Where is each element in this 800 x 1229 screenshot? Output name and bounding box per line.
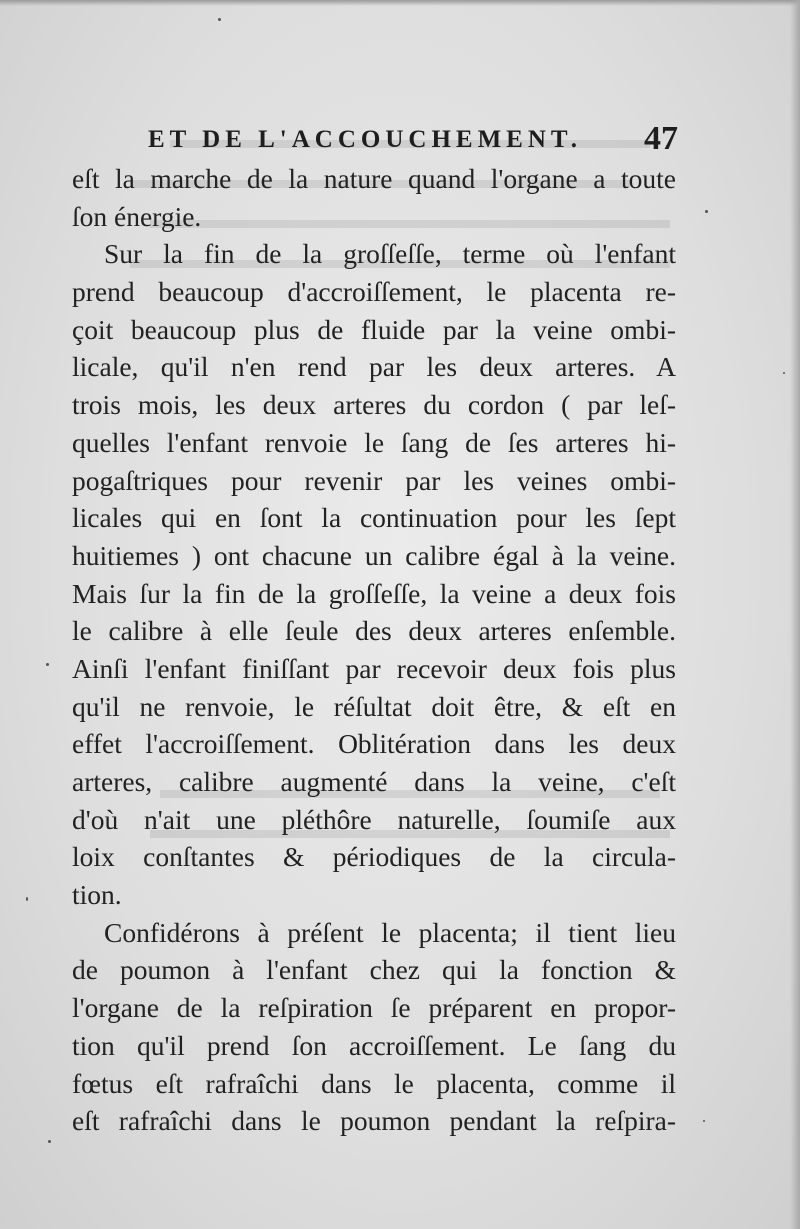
- text-line: eſt rafraîchi dans le poumon pendant la reſpira-: [72, 1105, 676, 1137]
- text-line: loix conſtantes & périodiques de la circula-: [72, 841, 676, 873]
- paragraph: [72, 160, 676, 235]
- text-line: trois mois, les deux arteres du cordon ( par leſ-: [72, 389, 676, 421]
- paragraph: [72, 914, 676, 1140]
- text-line: effet l'accroiſſement. Oblitération dans les deux: [72, 728, 676, 760]
- text-line: le calibre à elle ſeule des deux arteres enſemble.: [72, 615, 676, 647]
- text-line: licale, qu'il n'en rend par les deux arteres. A: [72, 351, 676, 383]
- text-line: huitiemes ) ont chacune un calibre égal à la veine.: [72, 539, 676, 571]
- text-line: fœtus eſt rafraîchi dans le placenta, comme il: [72, 1067, 676, 1099]
- text-line: Ainſi l'enfant finiſſant par recevoir deux fois plus: [72, 652, 676, 684]
- text-line: pogaſtriques pour revenir par les veines ombi-: [72, 464, 676, 496]
- body-text: [72, 160, 676, 1140]
- paragraph: [72, 235, 676, 913]
- page-edge-shadow-right: [790, 0, 800, 1229]
- text-line: de poumon à l'enfant chez qui la fonction &: [72, 954, 676, 986]
- page-number: 47: [644, 120, 678, 157]
- text-line: çoit beaucoup plus de fluide par la veine ombi-: [72, 313, 676, 345]
- text-line: Mais ſur la fin de la groſſeſſe, la veine a deux fois: [72, 577, 676, 609]
- page-edge-shadow-top: [0, 0, 800, 6]
- text-line: eſt la marche de la nature quand l'organe a toute: [72, 163, 676, 194]
- text-line: tion qu'il prend ſon accroiſſement. Le ſang du: [72, 1029, 676, 1061]
- text-line: Confidérons à préſent le placenta; il tient lieu: [104, 916, 676, 948]
- page-header: [148, 114, 678, 164]
- text-line: licales qui en ſont la continuation pour les ſept: [72, 502, 676, 534]
- text-line: quelles l'enfant renvoie le ſang de ſes arteres hi-: [72, 426, 676, 458]
- text-line: l'organe de la reſpiration ſe préparent en propor-: [72, 992, 676, 1024]
- text-line: Sur la fin de la groſſeſſe, terme où l'enfant: [104, 238, 676, 270]
- text-line: tion.: [72, 879, 122, 911]
- text-line: d'où n'ait une pléthôre naturelle, ſoumiſe aux: [72, 803, 676, 835]
- text-line: ſon énergie.: [72, 200, 202, 232]
- text-line: prend beaucoup d'accroiſſement, le placenta re-: [72, 276, 676, 308]
- text-line: arteres, calibre augmenté dans la veine, c'eſt: [72, 766, 676, 797]
- text-line: qu'il ne renvoie, le réſultat doit être, & eſt en: [72, 690, 676, 722]
- running-head: ET DE L'ACCOUCHEMENT.: [148, 126, 582, 153]
